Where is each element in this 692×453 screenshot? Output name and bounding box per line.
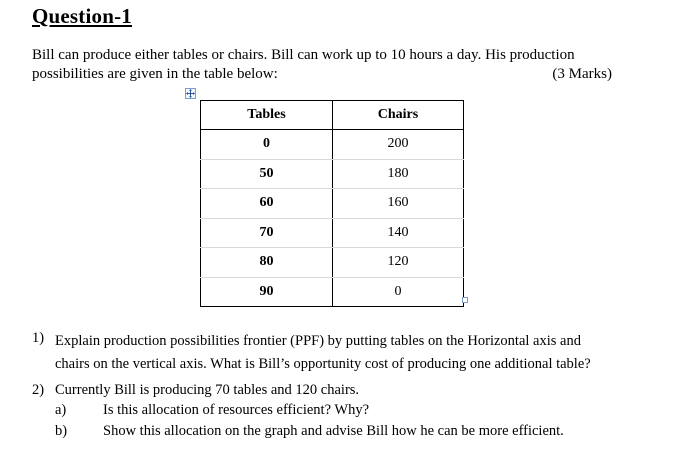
- questions-list: [32, 330, 672, 442]
- part-b-label: b): [55, 423, 68, 439]
- question-1: [32, 330, 672, 376]
- table-row: [201, 159, 464, 189]
- table-resize-handle-icon[interactable]: [462, 297, 468, 303]
- table-move-handle-icon[interactable]: [185, 88, 196, 99]
- question-1-line-2: chairs on the vertical axis. What is Bill’s opportunity cost of producing one additional table?: [55, 356, 591, 372]
- question-2: [32, 380, 672, 400]
- tables-cell: 50: [201, 159, 333, 189]
- chairs-cell: 200: [333, 130, 464, 160]
- tables-cell: 0: [201, 130, 333, 160]
- intro-line-2: possibilities are given in the table below:: [32, 66, 278, 82]
- part-a-text: Is this allocation of resources efficient? Why?: [103, 402, 370, 418]
- intro-line-2-row: [32, 65, 612, 84]
- part-a-label: a): [55, 402, 67, 418]
- table-header-row: [201, 101, 464, 130]
- intro-line-1: Bill can produce either tables or chairs. Bill can work up to 10 hours a day. His production: [32, 47, 575, 63]
- tables-cell: 90: [201, 277, 333, 307]
- chairs-cell: 120: [333, 248, 464, 278]
- question-2-part-b: [32, 421, 672, 442]
- header-tables: Tables: [201, 101, 333, 130]
- table-row: [201, 248, 464, 278]
- table-row: [201, 130, 464, 160]
- tables-cell: 60: [201, 189, 333, 219]
- tables-cell: 80: [201, 248, 333, 278]
- table-row: [201, 189, 464, 219]
- chairs-cell: 180: [333, 159, 464, 189]
- chairs-cell: 160: [333, 189, 464, 219]
- question-2-part-a: [32, 400, 672, 421]
- chairs-cell: 0: [333, 277, 464, 307]
- production-possibilities-table[interactable]: [200, 100, 464, 307]
- header-chairs: Chairs: [333, 101, 464, 130]
- question-1-line-1: Explain production possibilities frontier (PPF) by putting tables on the Horizontal axis and: [55, 333, 581, 349]
- tables-cell: 70: [201, 218, 333, 248]
- chairs-cell: 140: [333, 218, 464, 248]
- table-row: [201, 277, 464, 307]
- question-1-number: 1): [32, 330, 45, 346]
- intro-paragraph: [32, 46, 612, 84]
- table-row: [201, 218, 464, 248]
- marks-label: (3 Marks): [552, 66, 612, 82]
- part-b-text: Show this allocation on the graph and advise Bill how he can be more efficient.: [103, 423, 564, 439]
- question-2-text: Currently Bill is producing 70 tables and 120 chairs.: [55, 382, 360, 398]
- question-2-number: 2): [32, 382, 45, 398]
- question-heading: Question-1: [32, 4, 133, 28]
